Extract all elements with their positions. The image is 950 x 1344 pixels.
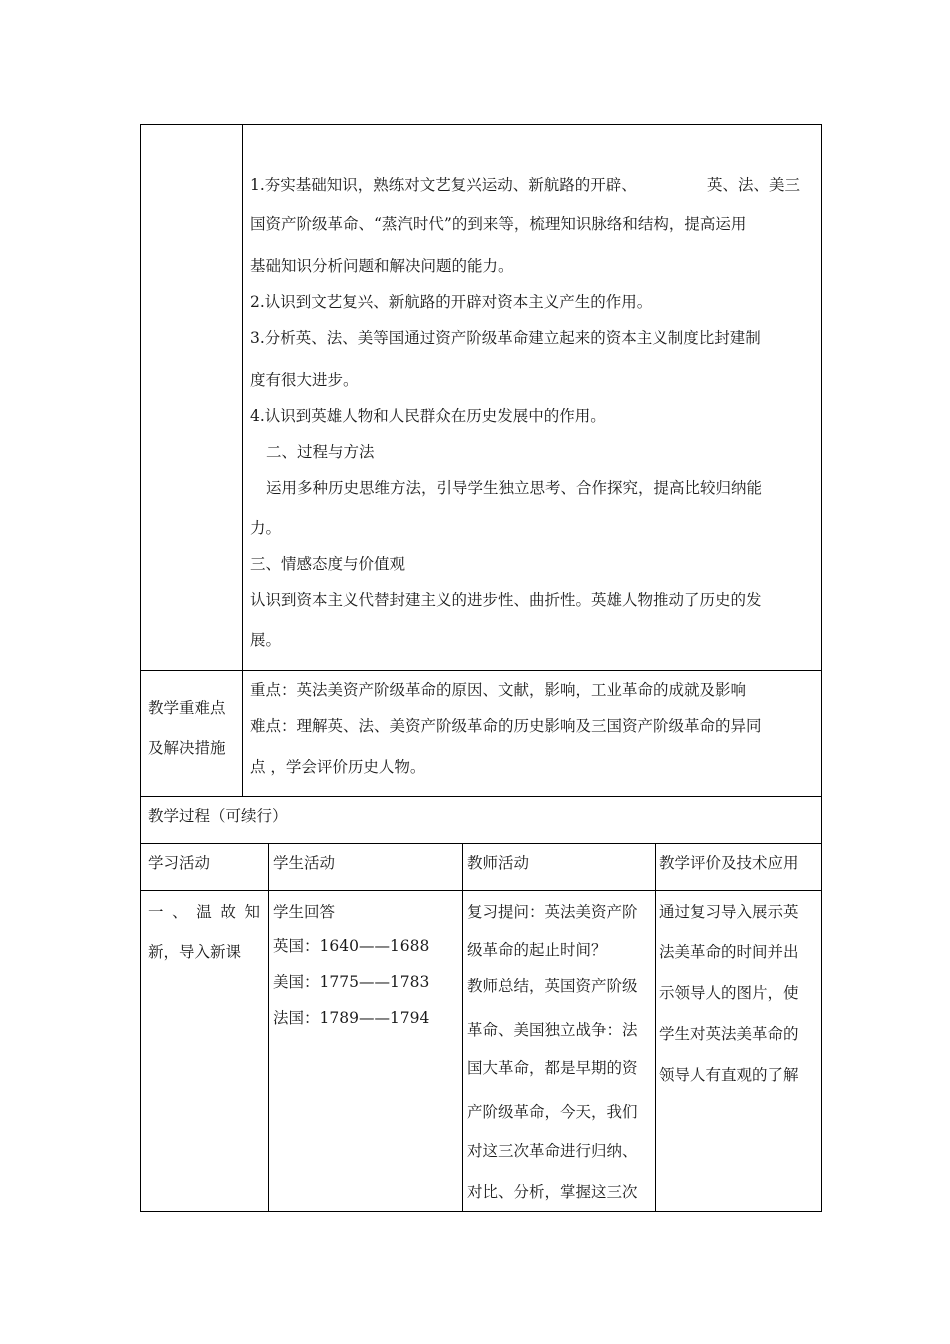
table-border-left <box>140 124 141 1212</box>
teacher-line: 复习提问：英法美资产阶 <box>467 903 638 921</box>
row-divider-keypoints <box>140 796 822 797</box>
objective-line: 度有很大进步。 <box>250 371 359 389</box>
evaluation-line: 法美革命的时间并出 <box>659 943 799 961</box>
evaluation-line: 学生对英法美革命的 <box>659 1025 799 1043</box>
objective-line: 2.认识到文艺复兴、新航路的开辟对资本主义产生的作用。 <box>250 293 653 311</box>
row-divider-headers <box>140 890 822 891</box>
table-border-right <box>821 124 822 1212</box>
keypoints-line: 重点：英法美资产阶级革命的原因、文献，影响，工业革命的成就及影响 <box>250 681 747 699</box>
teacher-line: 产阶级革命，今天，我们 <box>467 1103 638 1121</box>
evaluation-line: 通过复习导入展示英 <box>659 903 799 921</box>
student-line: 法国：1789——1794 <box>273 1009 430 1027</box>
student-line: 美国：1775——1783 <box>273 973 430 991</box>
evaluation-line: 领导人有直观的了解 <box>659 1066 799 1084</box>
teacher-line: 革命、美国独立战争：法 <box>467 1021 638 1039</box>
header-teacher-activity: 教师活动 <box>467 854 530 872</box>
student-line: 英国：1640——1688 <box>273 937 430 955</box>
keypoints-line: 点 ，学会评价历史人物。 <box>250 758 426 776</box>
keypoints-label: 及解决措施 <box>148 739 226 757</box>
evaluation-line: 示领导人的图片，使 <box>659 984 799 1002</box>
objective-line: 国资产阶级革命、“蒸汽时代”的到来等，梳理知识脉络和结构，提高运用 <box>250 215 747 233</box>
col-divider-1 <box>268 843 269 1212</box>
objective-line: 展。 <box>250 631 282 649</box>
teacher-line: 对比、分析，掌握这三次 <box>467 1183 638 1201</box>
row-divider-objectives <box>140 670 822 671</box>
keypoints-label: 教学重难点 <box>148 699 226 717</box>
objective-line: 认识到资本主义代替封建主义的进步性、曲折性。英雄人物推动了历史的发 <box>250 591 762 609</box>
teacher-line: 级革命的起止时间？ <box>467 941 607 959</box>
header-student-activity: 学生活动 <box>273 854 336 872</box>
section-heading: 三、情感态度与价值观 <box>250 555 406 573</box>
objective-line: 运用多种历史思维方法，引导学生独立思考、合作探究，提高比较归纳能 <box>266 479 763 497</box>
objective-line: 1.夯实基础知识，熟练对文艺复兴运动、新航路的开辟、 <box>250 176 637 194</box>
row-divider-process-title <box>140 843 822 844</box>
student-line: 学生回答 <box>273 903 336 921</box>
process-title: 教学过程（可续行） <box>148 807 288 825</box>
col-divider-3 <box>655 843 656 1212</box>
activity-line: 一 、 温 故 知 <box>148 903 260 921</box>
label-column-divider <box>242 124 243 797</box>
section-heading: 二、过程与方法 <box>266 443 375 461</box>
col-divider-2 <box>462 843 463 1212</box>
teacher-line: 国大革命，都是早期的资 <box>467 1059 638 1077</box>
header-evaluation: 教学评价及技术应用 <box>659 854 799 872</box>
objective-line: 力。 <box>250 519 282 537</box>
teacher-line: 对这三次革命进行归纳、 <box>467 1142 638 1160</box>
objective-line: 3.分析英、法、美等国通过资产阶级革命建立起来的资本主义制度比封建制 <box>250 329 761 347</box>
objective-line: 基础知识分析问题和解决问题的能力。 <box>250 257 514 275</box>
objective-line-tail: 英、法、美三 <box>707 176 801 194</box>
activity-line: 新，导入新课 <box>148 943 242 961</box>
teacher-line: 教师总结，英国资产阶级 <box>467 977 638 995</box>
keypoints-line: 难点：理解英、法、美资产阶级革命的历史影响及三国资产阶级革命的异同 <box>250 717 762 735</box>
table-border-bottom <box>140 1211 822 1212</box>
objective-line: 4.认识到英雄人物和人民群众在历史发展中的作用。 <box>250 407 606 425</box>
header-learning-activity: 学习活动 <box>148 854 211 872</box>
